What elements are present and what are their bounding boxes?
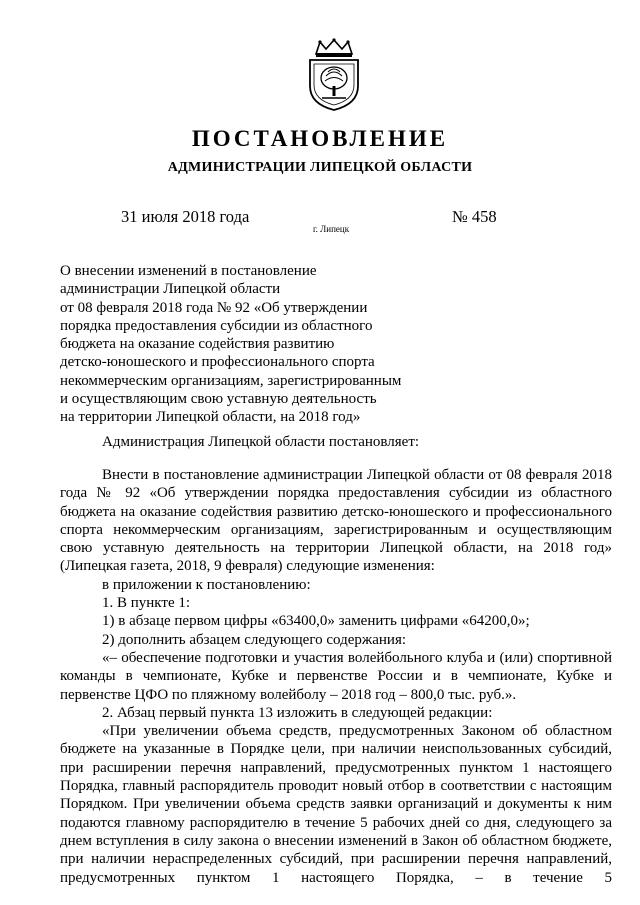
subject-line: детско-юношеского и профессионального спорта xyxy=(60,354,375,371)
subject-line: порядка предоставления субсидии из областного xyxy=(60,317,373,334)
document-subject xyxy=(60,262,440,427)
subject-line: некоммерческим организациям, зарегистрированным xyxy=(60,372,402,389)
body-item-2: 2. Абзац первый пункта 13 изложить в следующей редакции: xyxy=(102,704,493,721)
document-number: № 458 xyxy=(452,207,497,226)
subject-line: администрации Липецкой области xyxy=(60,281,281,298)
resolution-statement: Администрация Липецкой области постановляет: xyxy=(102,434,420,450)
subject-line: О внесении изменений в постановление xyxy=(60,263,317,279)
body-quote-1: «– обеспечение подготовки и участия волейбольного клуба и (или) спортивной команды в чемпионате, Кубке и первенстве России и в чемпионате, Кубке и первенстве ЦФО по пляжному волейболу – 2018 год – 800,0 тыс. руб.». xyxy=(60,649,612,703)
body-intro-paragraph: Внести в постановление администрации Липецкой области от 08 февраля 2018 года № 92 «Об утверждении порядка предоставления субсидии из областного бюджета на оказание содействия развитию детско-юношеского и профессионального спорта некоммерческим организациям, зарегистрированным и осуществляющим свою уставную деятельность на территории Липецкой области, на 2018 год» (Липецкая газета, 2018, 9 февраля) следующие изменения: xyxy=(60,467,612,575)
subject-line: на территории Липецкой области, на 2018 год» xyxy=(60,409,361,426)
subject-line: от 08 февраля 2018 года № 92 «Об утверждении xyxy=(60,299,368,316)
body-appendix-line: в приложении к постановлению: xyxy=(102,576,311,593)
body-quote-2: «При увеличении объема средств, предусмотренных Законом об областном бюджете на указанные в Порядке цели, при наличии неиспользованных субсидий, при расширении перечня направлений, предусмотренных пунктом 1 настоящего Порядка, главный распорядитель проводит новый отбор в соответствии с настоящим Порядком. При увеличении объема средств заявки организаций и документы к ним подаются главному распорядителю в течение 5 рабочих дней со дня, следующего за днем вступления в силу закона о внесении изменений в Закон об областном бюджете, при наличии нераспределенных субсидий, при расширении перечня направлений, предусмотренных пунктом 1 настоящего Порядка, – в течение 5 xyxy=(60,723,612,886)
document-body xyxy=(60,466,612,887)
subject-line: и осуществляющим свою уставную деятельность xyxy=(60,391,377,408)
subject-line: бюджета на оказание содействия развитию xyxy=(60,336,335,353)
document-city: г. Липецк xyxy=(313,224,350,234)
document-title: ПОСТАНОВЛЕНИЕ xyxy=(191,126,449,151)
coat-of-arms-emblem xyxy=(302,38,366,112)
document-date: 31 июля 2018 года xyxy=(121,207,250,226)
body-subitem-1: 1) в абзаце первом цифры «63400,0» заменить цифрами «64200,0»; xyxy=(102,613,530,630)
issuing-authority: АДМИНИСТРАЦИИ ЛИПЕЦКОЙ ОБЛАСТИ xyxy=(167,160,473,175)
body-item-1: 1. В пункте 1: xyxy=(102,595,191,612)
body-subitem-2: 2) дополнить абзацем следующего содержания: xyxy=(102,631,407,648)
